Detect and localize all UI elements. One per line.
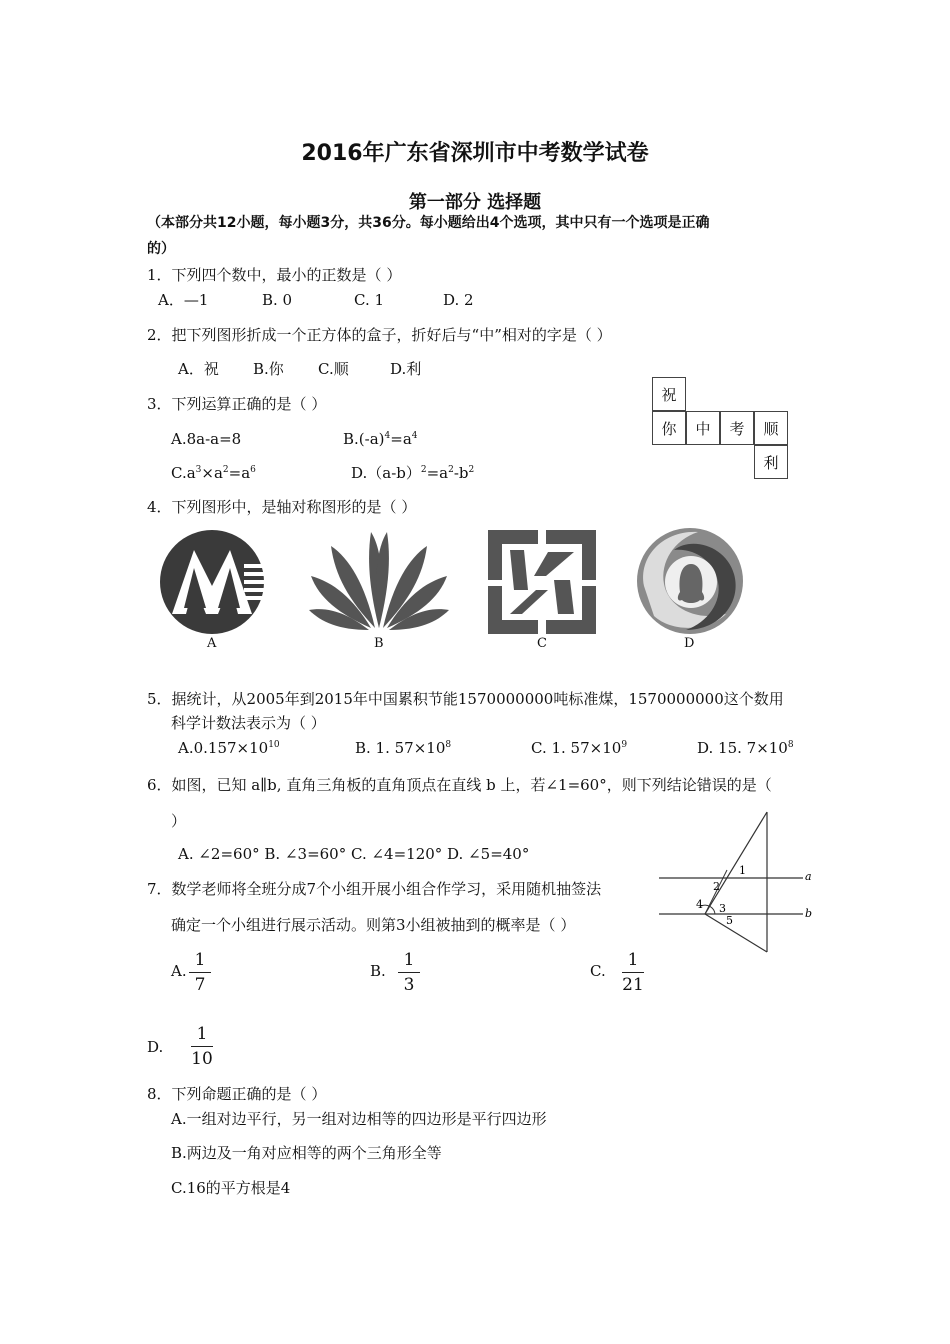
q8-stem: 8．下列命题正确的是（ ）	[147, 1085, 327, 1103]
page-title: 2016年广东省深圳市中考数学试卷	[301, 141, 649, 166]
cube-cell-kao: 考	[720, 411, 754, 445]
q5-stem-line1: 5．据统计，从2005年到2015年中国累积节能1570000000吨标准煤，1570000000这个数用	[147, 690, 784, 708]
cube-cell-zhong: 中	[686, 411, 720, 445]
q1-stem: 1．下列四个数中，最小的正数是（ ）	[147, 266, 402, 284]
cube-cell-ni: 你	[652, 411, 686, 445]
q5-option-d: D. 15. $7\times 10^8$	[697, 739, 794, 757]
q3-option-d: $D.(a-b)^2=a^2-b^2$	[351, 464, 475, 482]
q3-option-a: A.8a-a=8	[171, 430, 242, 448]
logo-d-label: D	[684, 636, 695, 651]
line-a-label: a	[805, 870, 812, 883]
q7-option-b-label: B.	[370, 962, 386, 980]
cube-cell-zhu: 祝	[652, 377, 686, 411]
q5-option-b: B. 1. $57\times 10^8$	[355, 739, 452, 757]
q5-stem-line2: 科学计数法表示为（ ）	[171, 714, 326, 732]
logo-b-figure	[305, 528, 453, 636]
angle-1-label: 1	[739, 864, 746, 877]
q1-option-d: D. 2	[443, 291, 474, 309]
q5-option-a: $A.0.157\times 10^{10}$	[178, 739, 280, 757]
cube-net-figure	[652, 377, 792, 481]
q1-option-a: A．—1	[158, 291, 209, 309]
logo-c-label: C	[537, 636, 547, 651]
section-title: 第一部分 选择题	[408, 192, 542, 213]
q2-option-a: A．祝	[178, 360, 219, 378]
section-note-line2: 的）	[147, 241, 175, 257]
logo-d-figure	[634, 526, 746, 636]
q2-option-d: D.利	[390, 360, 422, 378]
q8-option-a: A.一组对边平行，另一组对边相等的四边形是平行四边形	[171, 1110, 547, 1128]
q8-option-b: B.两边及一角对应相等的两个三角形全等	[171, 1144, 442, 1162]
q7-option-b-fraction: 1 3	[396, 950, 422, 995]
q4-stem: 4．下列图形中，是轴对称图形的是（ ）	[147, 498, 417, 516]
angle-2-label: 2	[713, 880, 720, 893]
q1-option-c: C. 1	[354, 291, 385, 309]
q1-option-b: B. 0	[262, 291, 293, 309]
q7-option-c-label: C.	[590, 962, 606, 980]
q6-geometry-figure	[655, 810, 825, 960]
q2-option-c: C.顺	[318, 360, 349, 378]
angle-4-label: 4	[696, 898, 703, 911]
q6-options: A. ∠2=60° B. ∠3=60° C. ∠4=120° D. ∠5=40°	[178, 845, 530, 863]
angle-3-label: 3	[719, 902, 726, 915]
cube-cell-shun: 顺	[754, 411, 788, 445]
section-note-line1: （本部分共12小题，每小题3分，共36分。每小题给出4个选项，其中只有一个选项是正确	[147, 215, 710, 231]
q8-option-c: C.16的平方根是4	[171, 1179, 291, 1197]
angle-5-label: 5	[726, 914, 733, 927]
cube-cell-li: 利	[754, 445, 788, 479]
q7-option-c-fraction: 1 21	[622, 950, 644, 995]
q3-option-b: $B.(-a)^4=a^4$	[343, 430, 418, 448]
logo-a-label: A	[207, 636, 217, 651]
logo-b-label: B	[374, 636, 384, 651]
q2-option-b: B.你	[253, 360, 284, 378]
q3-stem: 3．下列运算正确的是（ ）	[147, 395, 327, 413]
q3-option-c: $C.a^3\times a^2=a^6$	[171, 464, 256, 482]
q6-stem-line1: 6．如图，已知 a∥b, 直角三角板的直角顶点在直线 b 上，若∠1=60°，则下列结论错误的是（	[147, 776, 772, 794]
q7-option-a-label: A.	[171, 962, 187, 980]
logo-c-figure	[488, 530, 596, 634]
line-b-label: b	[805, 907, 813, 920]
logo-a-figure	[156, 528, 268, 636]
q7-stem-line1: 7．数学老师将全班分成7个小组开展小组合作学习，采用随机抽签法	[147, 880, 602, 898]
q7-option-d-label: D.	[147, 1038, 164, 1056]
q5-option-c: C. 1. $57\times 10^9$	[531, 739, 628, 757]
q6-stem-line2: ）	[171, 812, 187, 830]
q2-stem: 2．把下列图形折成一个正方体的盒子，折好后与“中”相对的字是（ ）	[147, 326, 612, 344]
q7-option-d-fraction: 1 10	[191, 1024, 213, 1069]
q7-option-a-fraction: 1 7	[187, 950, 213, 995]
q7-stem-line2: 确定一个小组进行展示活动。则第3小组被抽到的概率是（ ）	[171, 916, 576, 934]
